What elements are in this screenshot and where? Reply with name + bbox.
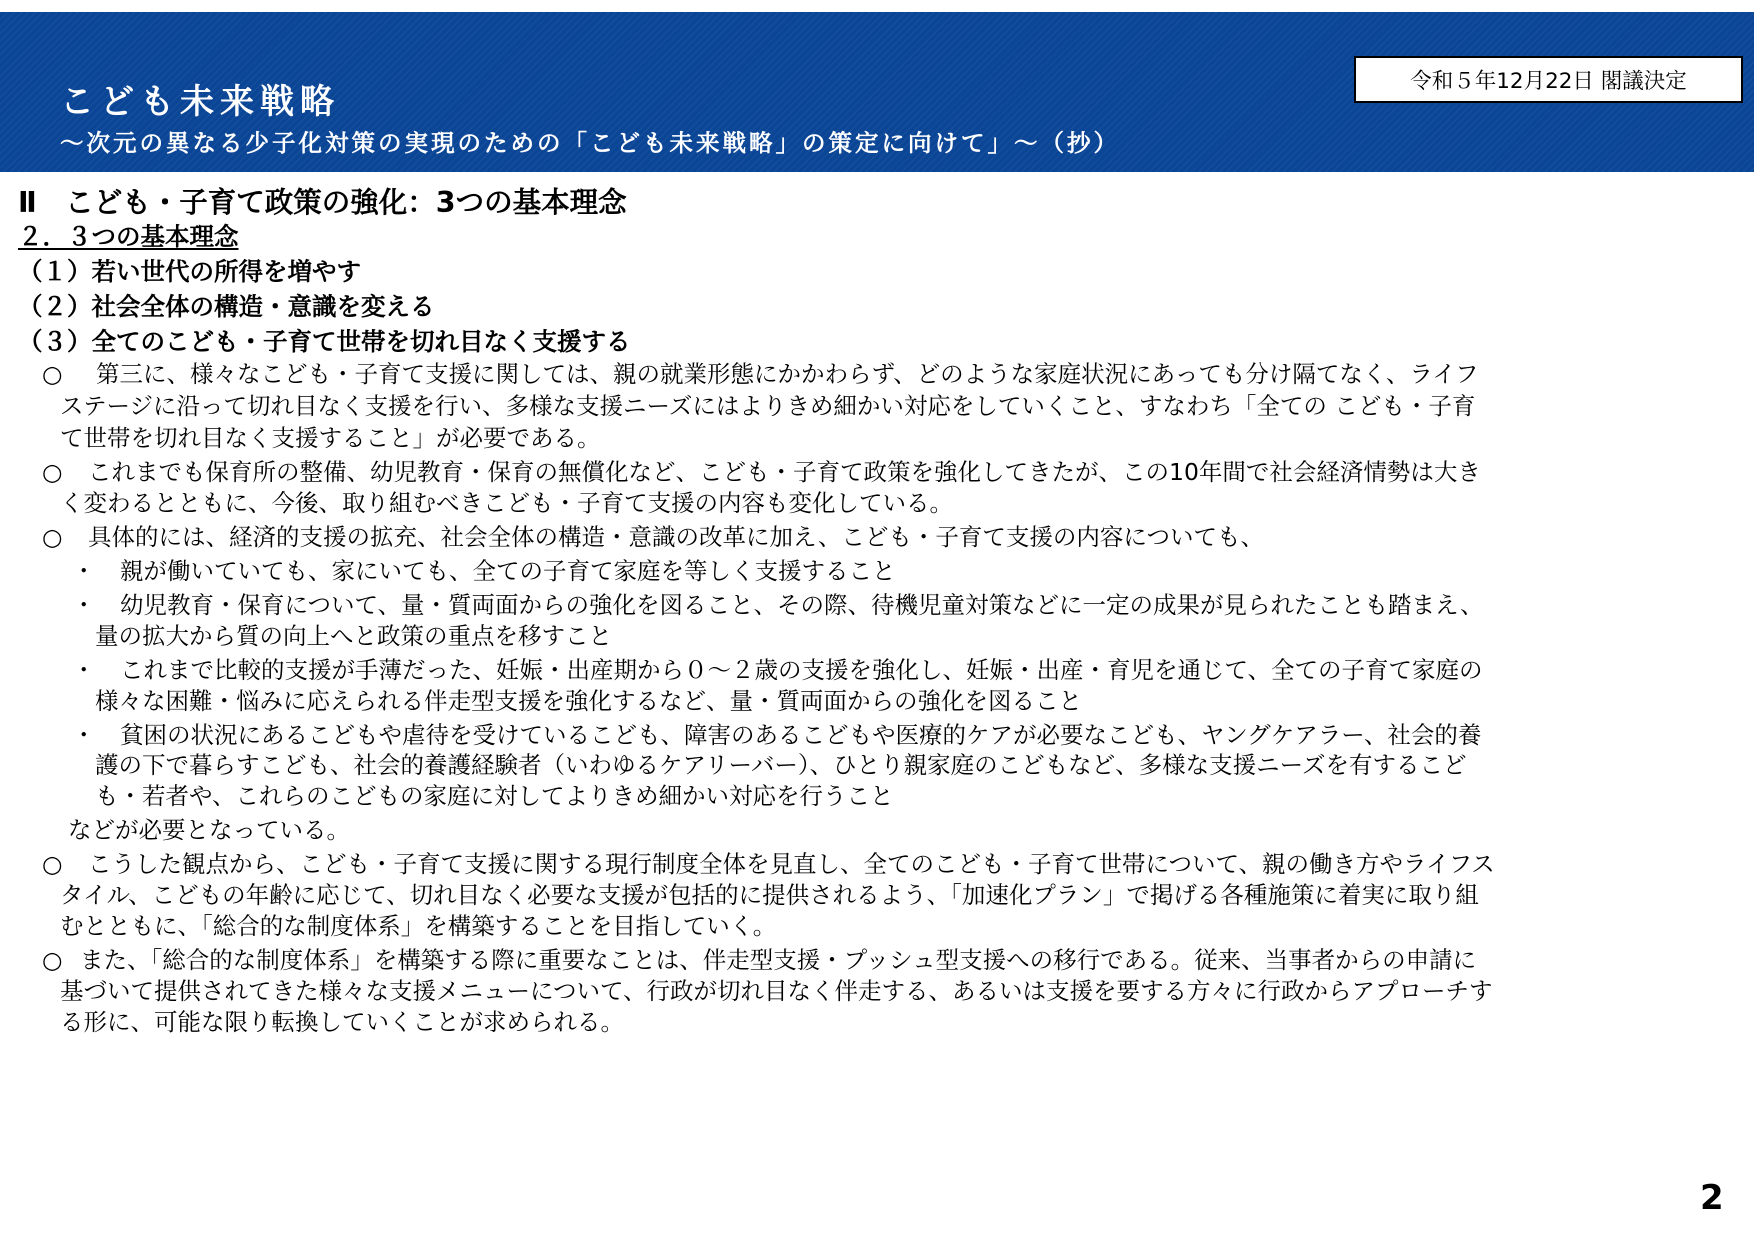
sub-item-2-line-2: 量の拡大から質の向上へと政策の重点を移すこと [95, 622, 612, 650]
section-title: Ⅱ こども・子育て政策の強化：3つの基本理念 [18, 186, 627, 219]
sub-item-4-line-2: 護の下で暮らすこども、社会的養護経験者（いわゆるケアリーバー）、ひとり親家庭のこどもなど、多様な支援ニーズを有するこど [95, 751, 1467, 779]
sub-item-4-line-1: ・ 貧困の状況にあるこどもや虐待を受けているこども、障害のあるこどもや医療的ケアが必要なこども、ヤングケアラー、社会的養 [72, 716, 1481, 750]
decision-date-box: 令和５年12月22日 閣議決定 [1354, 56, 1743, 103]
principle-item-2: （２）社会全体の構造・意識を変える [18, 292, 435, 321]
sub-item-3-line-2: 様々な困難・悩みに応えられる伴走型支援を強化するなど、量・質両面からの強化を図ること [95, 687, 1082, 715]
paragraph-4-line-2: タイル、こどもの年齢に応じて、切れ目なく必要な支援が包括的に提供されるよう、「加速化プラン」で掲げる各種施策に着実に取り組 [60, 881, 1479, 909]
circle-bullet-icon: ○ [42, 946, 63, 974]
paragraph-1-line-1: ○ 第三に、様々なこども・子育て支援に関しては、親の就業形態にかかわらず、どのような家庭状況にあっても分け隔てなく、ライフ [42, 360, 1479, 388]
paragraph-1-line-2: ステージに沿って切れ目なく支援を行い、多様な支援ニーズにはよりきめ細かい対応をしていくこと、すなわち「全ての こども・子育 [60, 392, 1476, 420]
sub-item-4-line-3: も・若者や、これらのこどもの家庭に対してよりきめ細かい対応を行うこと [95, 782, 894, 810]
paragraph-5-line-2: 基づいて提供されてきた様々な支援メニューについて、行政が切れ目なく伴走する、あるいは支援を要する方々に行政からアプローチす [60, 977, 1493, 1005]
page-number: 2 [1700, 1178, 1724, 1218]
sub-item-3-line-1: ・ これまで比較的支援が手薄だった、妊娠・出産期から０～２歳の支援を強化し、妊娠・出産・育児を通じて、全ての子育て家庭の [72, 651, 1483, 685]
circle-bullet-icon: ○ [42, 523, 63, 551]
dot-bullet-icon: ・ [72, 656, 96, 684]
paragraph-3-end: などが必要となっている。 [68, 816, 350, 844]
subsection-heading: ２．３つの基本理念 [18, 222, 239, 251]
circle-bullet-icon: ○ [42, 458, 63, 486]
document-subtitle: ～次元の異なる少子化対策の実現のための「こども未来戦略」の策定に向けて」～（抄） [60, 129, 1120, 157]
principle-item-3: （３）全てのこども・子育て世帯を切れ目なく支援する [18, 327, 631, 356]
paragraph-2-line-2: く変わるとともに、今後、取り組むべきこども・子育て支援の内容も変化している。 [60, 489, 953, 517]
paragraph-4-line-3: むとともに、「総合的な制度体系」を構築することを目指していく。 [60, 912, 777, 940]
paragraph-5-line-1: ○ また、「総合的な制度体系」を構築する際に重要なことは、伴走型支援・プッシュ型支援への移行である。従来、当事者からの申請に [42, 946, 1477, 974]
paragraph-3-line-1: ○ 具体的には、経済的支援の拡充、社会全体の構造・意識の改革に加え、こども・子育て支援の内容についても、 [42, 523, 1264, 551]
sub-item-2-line-1: ・ 幼児教育・保育について、量・質両面からの強化を図ること、その際、待機児童対策などに一定の成果が見られたことも踏まえ、 [72, 586, 1483, 620]
principle-item-1: （１）若い世代の所得を増やす [18, 257, 361, 286]
circle-bullet-icon: ○ [42, 360, 63, 388]
paragraph-4-line-1: ○ こうした観点から、こども・子育て支援に関する現行制度全体を見直し、全てのこども・子育て世帯について、親の働き方やライフス [42, 850, 1495, 878]
dot-bullet-icon: ・ [72, 557, 96, 585]
paragraph-1-line-3: て世帯を切れ目なく支援すること」が必要である。 [60, 424, 601, 452]
sub-item-1-line-1: ・ 親が働いていても、家にいても、全ての子育て家庭を等しく支援すること [72, 552, 896, 586]
document-title: こども未来戦略 [60, 82, 340, 122]
paragraph-5-line-3: る形に、可能な限り転換していくことが求められる。 [60, 1008, 624, 1036]
circle-bullet-icon: ○ [42, 850, 63, 878]
dot-bullet-icon: ・ [72, 721, 96, 749]
dot-bullet-icon: ・ [72, 591, 96, 619]
paragraph-2-line-1: ○ これまでも保育所の整備、幼児教育・保育の無償化など、こども・子育て政策を強化してきたが、この10年間で社会経済情勢は大き [42, 458, 1481, 486]
